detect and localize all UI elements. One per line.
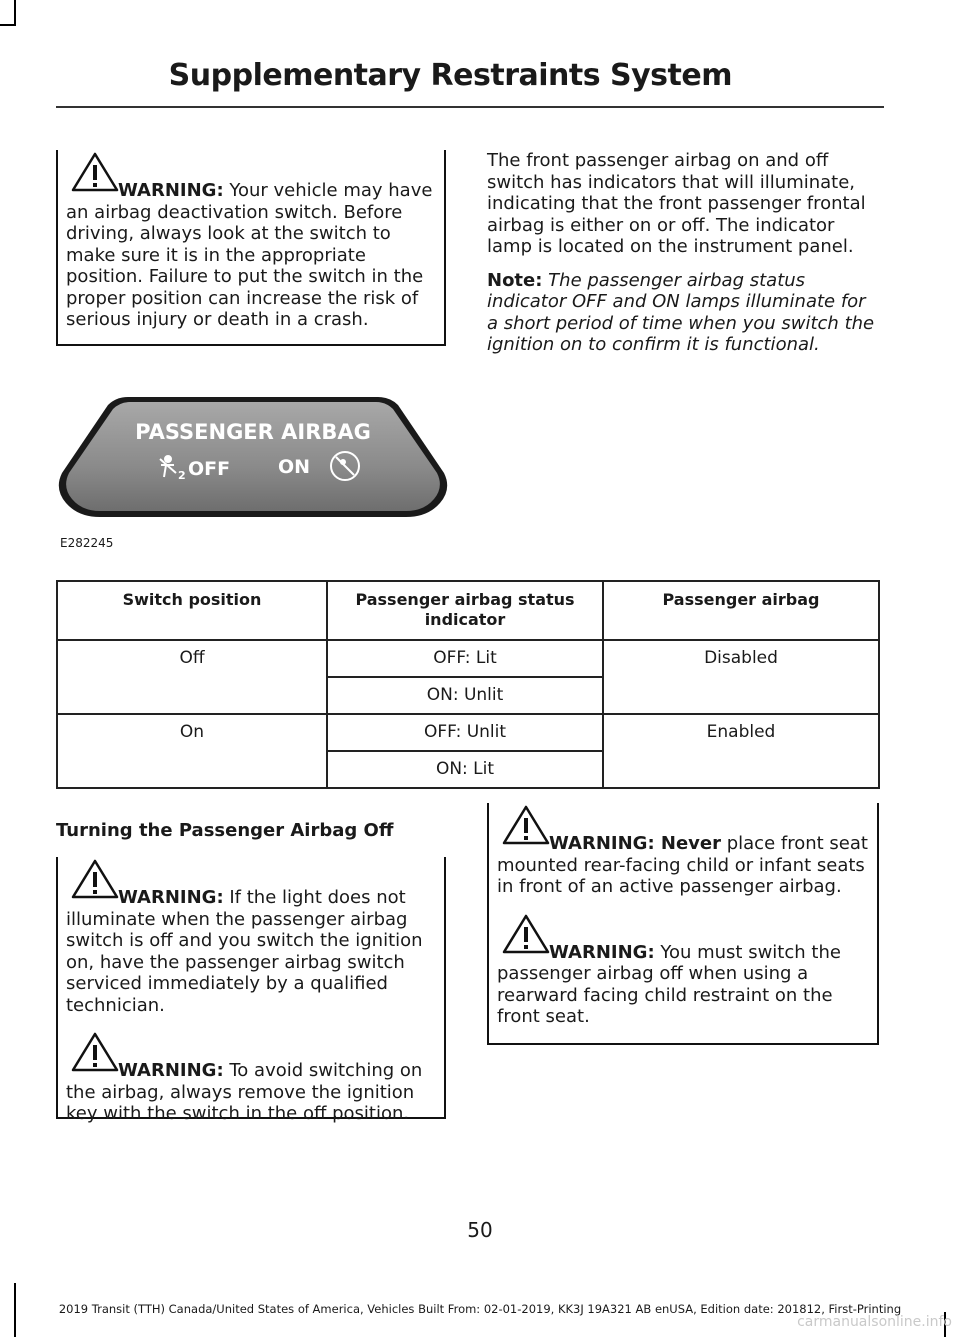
warning-block xyxy=(66,150,436,331)
page-number: 50 xyxy=(467,1218,493,1242)
warning-text: If the light does not illuminate when the passenger airbag switch is off and you switch the ignition on, have the passenger airbag switch serviced immediately by a qualified technician. xyxy=(66,887,423,1016)
warning-triangle-icon xyxy=(70,1030,120,1074)
warning-text: To avoid switching on the airbag, always remove the ignition key with the switch in the off position. xyxy=(66,1060,423,1124)
warning-box-right xyxy=(487,803,879,1045)
warning-text: You must switch the passenger airbag off when using a rearward facing child restraint on the front seat. xyxy=(497,941,841,1027)
note-label: Note: xyxy=(487,269,543,291)
table-header-cell: Passenger airbag status indicator xyxy=(327,581,603,640)
warning-text: place front seat mounted rear-facing child or infant seats in front of an active passenger airbag. xyxy=(497,833,868,897)
warning-label: WARNING: xyxy=(549,941,655,963)
table-cell-indicator: ON: Lit xyxy=(327,751,603,788)
warning-label: WARNING: Never xyxy=(549,833,721,854)
table-row xyxy=(57,714,879,751)
table-cell-airbag: Disabled xyxy=(603,640,879,714)
warning-label: WARNING: xyxy=(118,1060,224,1081)
warning-triangle-icon xyxy=(501,912,551,956)
warning-block xyxy=(497,912,869,1028)
table-header-row xyxy=(57,581,879,640)
table-header-cell: Switch position xyxy=(57,581,327,640)
airbag-status-table xyxy=(56,580,880,789)
intro-section xyxy=(487,150,882,356)
image-code: E282245 xyxy=(60,536,114,550)
crop-mark xyxy=(0,24,16,26)
warning-label: WARNING: xyxy=(118,180,224,201)
warning-block xyxy=(497,803,869,898)
section-heading: Turning the Passenger Airbag Off xyxy=(56,820,394,841)
header-divider xyxy=(56,106,884,108)
page-footer: 2019 Transit (TTH) Canada/United States of America, Vehicles Built From: 02-01-2019, KK3J 19A321 AB enUSA, Edition date: 201812, First-Printing xyxy=(58,1302,902,1316)
intro-paragraph: The front passenger airbag on and off switch has indicators that will illuminate, indicating that the front passenger frontal airbag is either on or off. The indicator lamp is located on the instrument panel. xyxy=(487,150,866,257)
table-cell-indicator: OFF: Unlit xyxy=(327,714,603,751)
warning-text: Your vehicle may have an airbag deactivation switch. Before driving, always look at the switch to make sure it is in the appropriate position. Failure to put the switch in the proper position can increase the risk of serious injury or death in a crash. xyxy=(66,180,433,330)
table-cell-position: On xyxy=(57,714,327,788)
warning-box-deactivation xyxy=(56,150,446,346)
page-title: Supplementary Restraints System xyxy=(168,58,732,93)
table-cell-indicator: ON: Unlit xyxy=(327,677,603,714)
warning-label: WARNING: xyxy=(118,887,224,908)
table-cell-position: Off xyxy=(57,640,327,714)
crop-mark xyxy=(14,0,16,26)
warning-box-left xyxy=(56,857,446,1124)
switch-off-label: OFF xyxy=(188,458,231,480)
warning-triangle-icon xyxy=(70,150,120,194)
switch-off-subscript: 2 xyxy=(178,469,186,482)
passenger-airbag-switch-illustration xyxy=(56,393,450,521)
table-header-cell: Passenger airbag xyxy=(603,581,879,640)
note-paragraph xyxy=(487,270,882,356)
warning-triangle-icon xyxy=(70,857,120,901)
warning-block xyxy=(66,857,436,1016)
switch-title-text: PASSENGER AIRBAG xyxy=(135,420,371,444)
table-cell-indicator: OFF: Lit xyxy=(327,640,603,677)
table-cell-airbag: Enabled xyxy=(603,714,879,788)
watermark: carmanualsonline.info xyxy=(797,1314,952,1330)
warning-triangle-icon xyxy=(501,803,551,847)
table-row xyxy=(57,640,879,677)
switch-on-label: ON xyxy=(278,456,311,478)
warning-block xyxy=(66,1030,436,1125)
note-text: The passenger airbag status indicator OFF and ON lamps illuminate for a short period of time when you switch the ignition on to confirm it is functional. xyxy=(487,269,875,355)
